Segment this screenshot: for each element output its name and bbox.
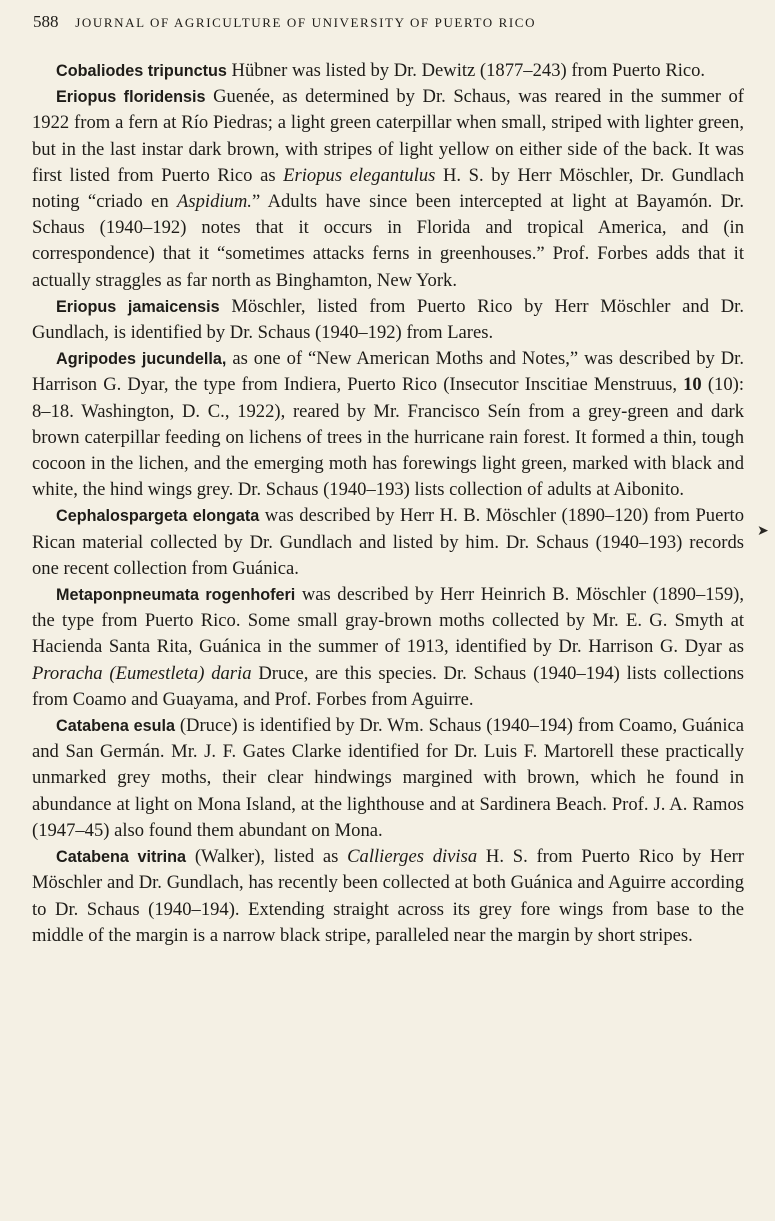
species-name: Eriopus jamaicensis — [56, 297, 220, 316]
paragraph-text: as one of “New American Moths and Notes,” was described by Dr. Harrison G. Dyar, the type from Indiera, Puerto Rico (Insecutor Inscitiae Menstruus, — [32, 348, 744, 396]
paragraph-eriopus-jamaicensis — [32, 294, 744, 346]
running-title: JOURNAL OF AGRICULTURE OF UNIVERSITY OF PUERTO RICO — [75, 15, 537, 30]
italic-name: Proracha (Eumestleta) daria — [32, 662, 252, 684]
paragraph-catabena-vitrina — [32, 844, 744, 949]
species-name: Catabena vitrina — [56, 848, 187, 867]
paragraph-text: Druce, are this species. Dr. Schaus (1940–194) lists collections from Coamo and Guayama, and Prof. Forbes from Aguirre. — [32, 662, 745, 710]
article-body — [32, 58, 744, 949]
paragraph-catabena-esula — [32, 713, 744, 844]
species-name: Eriopus floridensis — [56, 88, 206, 107]
italic-name: Eriopus elegantulus — [283, 164, 436, 186]
paragraph-text: Möschler, listed from Puerto Rico by Herr Möschler and Dr. Gundlach, is identified by Dr. Schaus (1940–192) from Lares. — [32, 295, 744, 344]
paragraph-cobaliodes — [32, 58, 744, 84]
paragraph-text: was described by Herr Heinrich B. Möschler (1890–159), the type from Puerto Rico. Some small gray-brown moths collected by Mr. E. G. Smyth at Hacienda Santa Rita, Guánica in the summer of 1913, identified by Dr. Harrison G. Dyar as — [32, 584, 744, 658]
italic-name: Callierges divisa — [347, 846, 478, 868]
paragraph-text: (Walker), listed as — [186, 846, 348, 868]
species-name: Catabena esula — [56, 717, 175, 736]
page-number: 588 — [33, 12, 59, 31]
paragraph-text: (10): 8–18. Washington, D. C., 1922), reared by Mr. Francisco Seín from a grey-green and dark brown caterpillar feeding on lichens of trees in the hurricane rain forest. It formed a thin, tough cocoon in the lichen, and the emerging moth has forewings light green, marked with black and white, the hind wings grey. Dr. Schaus (1940–193) lists collection of adults at Aibonito. — [32, 374, 744, 501]
paragraph-eriopus-floridensis — [32, 84, 744, 294]
species-name: Agripodes jucundella, — [56, 350, 227, 369]
paragraph-text: Hübner was listed by Dr. Dewitz (1877–243) from Puerto Rico. — [226, 60, 706, 81]
paragraph-text: H. S. by Herr Möschler, Dr. Gundlach noting “criado en — [32, 164, 745, 213]
paragraph-text: H. S. from Puerto Rico by Herr Möschler and Dr. Gundlach, has recently been collected at both Guánica and Aguirre according to Dr. Schaus (1940–194). Extending straight across its grey fore wings from base to the middle of the margin is a narrow black stripe, paralleled near the margin by short stripes. — [32, 846, 745, 946]
margin-arrow-icon: ➤ — [757, 523, 769, 539]
page-header — [33, 12, 723, 32]
paragraph-metaponpneumata — [32, 582, 744, 713]
paragraph-agripodes — [32, 346, 744, 503]
paragraph-text: Guenée, as determined by Dr. Schaus, was reared in the summer of 1922 from a fern at Río Piedras; a light green caterpillar when small, striped with lighter green, but in the last instar dark brown, with stripes of light yellow on either side of the back. It was first listed from Puerto Rico as — [32, 86, 745, 186]
species-name: Metaponpneumata rogenhoferi — [56, 586, 296, 605]
italic-name: Aspidium. — [177, 191, 252, 213]
species-name: Cephalospargeta elongata — [56, 507, 260, 526]
volume-number: 10 — [683, 374, 702, 396]
paragraph-cephalospargeta — [32, 503, 744, 582]
paragraph-text: was described by Herr H. B. Möschler (1890–120) from Puerto Rican material collected by Dr. Gundlach and listed by him. Dr. Schaus (1940–193) records one recent collection from Guánica. — [32, 505, 744, 579]
species-name: Cobaliodes tripunctus — [56, 62, 227, 80]
paragraph-text: (Druce) is identified by Dr. Wm. Schaus (1940–194) from Coamo, Guánica and San Germán. Mr. J. F. Gates Clarke identified for Dr. Luis F. Martorell these practically unmarked grey moths, their clear hindwings margined with brown, which he found in abundance at light on Mona Island, at the lighthouse and at Sardinera Beach. Prof. J. A. Ramos (1947–45) also found them abundant on Mona. — [32, 715, 744, 841]
paragraph-text: ” Adults have since been intercepted at light at Bayamón. Dr. Schaus (1940–192) notes that it occurs in Florida and tropical America, and (in correspondence) that it “sometimes attacks ferns in greenhouses.” Prof. Forbes adds that it actually straggles as far north as Binghamton, New York. — [32, 191, 744, 291]
